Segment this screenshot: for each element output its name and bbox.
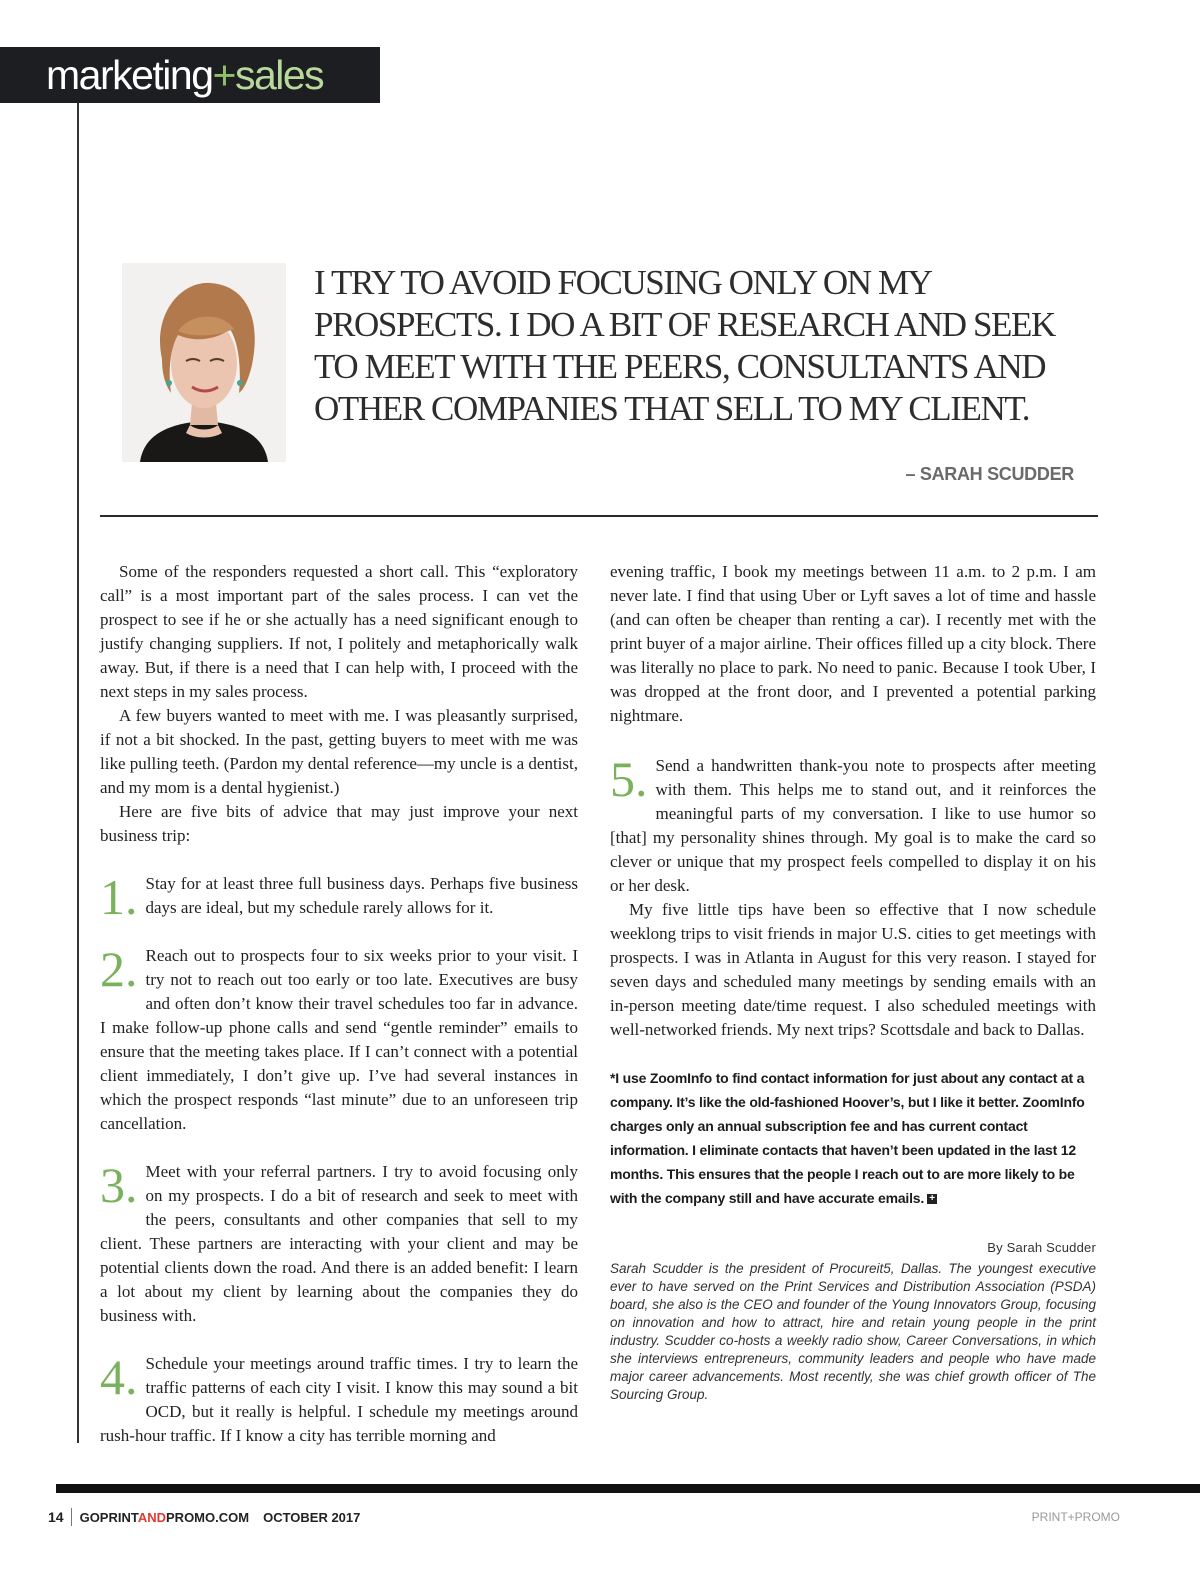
tip-text: Stay for at least three full business days. Perhaps five business days are ideal, but my schedule rarely allows for it. xyxy=(145,874,578,917)
footer-folio xyxy=(48,1508,360,1526)
tip-text: Send a handwritten thank-you note to prospects after meeting with them. This helps me to stand out, and it reinforces the meaningful parts of my conversation. I like to use humor so [that] my personality shines through. My goal is to make the card so clever or unique that my prospect feels compelled to display it on his or her desk. xyxy=(610,756,1096,895)
byline: By Sarah Scudder xyxy=(987,1240,1096,1255)
tip-number: 1. xyxy=(100,869,138,925)
footer-rule xyxy=(56,1484,1200,1493)
margin-rule xyxy=(77,103,79,1443)
tip-4-continuation: evening traffic, I book my meetings between 11 a.m. to 2 p.m. I am never late. I find that using Uber or Lyft saves a lot of time and hassle (and can often be cheaper than renting a car). I recently met with the print buyer of a major airline. Their offices filled up a city block. There was literally no place to park. No need to panic. Because I took Uber, I was dropped at the front door, and I prevented a potential parking nightmare. xyxy=(610,562,1096,725)
page-number: 14 xyxy=(48,1509,64,1525)
note-text: *I use ZoomInfo to find contact information for just about any contact at a company. It’s like the old-fashioned Hoover’s, but I like it better. ZoomInfo charges only an annual subscription fee and has current contact information. I eliminate contacts that haven’t been updated in the last 12 months. This ensures that the people I reach out to are more likely to be with the company still and have accurate emails. xyxy=(610,1070,1085,1206)
section-divider xyxy=(100,515,1098,517)
folio-separator xyxy=(71,1508,72,1526)
article-column-right xyxy=(610,560,1096,1404)
tip-number: 5. xyxy=(610,751,648,807)
tip-text: Schedule your meetings around traffic times. I try to learn the traffic patterns of each city I visit. I know this may sound a bit OCD, but it really is helpful. I schedule my meetings around rush-hour traffic. If I know a city has terrible morning and xyxy=(100,1354,578,1445)
intro-paragraph-1: Some of the responders requested a short call. This “exploratory call” is a most important part of the sales process. I can vet the prospect to see if he or she actually has a need significant enough to justify changing suppliers. If not, I politely and metaphorically walk away. But, if there is a need that I can help with, I proceed with the next steps in my sales process. xyxy=(100,562,578,701)
tip-3 xyxy=(100,1157,578,1328)
section-tag-plus: + xyxy=(212,52,235,98)
magazine-name: PRINT+PROMO xyxy=(1031,1510,1120,1524)
author-portrait-image xyxy=(122,263,286,462)
author-photo xyxy=(122,263,286,462)
tip-number: 3. xyxy=(100,1157,138,1213)
tip-5 xyxy=(610,751,1096,898)
tip-number: 4. xyxy=(100,1349,138,1405)
section-tag-sales: sales xyxy=(234,52,324,98)
section-tag-marketing: marketing xyxy=(46,52,213,98)
tip-4 xyxy=(100,1349,578,1448)
zoominfo-note xyxy=(610,1066,1096,1210)
author-bio: Sarah Scudder is the president of Procureit5, Dallas. The youngest executive ever to have served on the Print Services and Distribution Association (PSDA) board, she also is the CEO and founder of the Young Innovators Group, focusing on innovation and how to attract, hire and retain young people in the print industry. Scudder co-hosts a weekly radio show, Career Conversations, in which she interviews entrepreneurs, community leaders and people who have made major career advancements. Most recently, she was chief growth officer of The Sourcing Group. xyxy=(610,1261,1096,1402)
issue-date: OCTOBER 2017 xyxy=(263,1510,361,1525)
site-name-part-1: GOPRINT xyxy=(79,1510,138,1525)
tip-text: Meet with your referral partners. I try to avoid focusing only on my prospects. I do a bit of research and seek to meet with the peers, consultants and other companies that sell to my client. These partners are interacting with your client and may be potential clients down the road. And there is an added benefit: I learn a lot about my client by learning about the companies they do business with. xyxy=(100,1162,578,1325)
article-column-left xyxy=(100,560,578,1448)
tip-1 xyxy=(100,869,578,925)
closing-paragraph: My five little tips have been so effective that I now schedule weeklong trips to visit friends in major U.S. cities to get meetings with prospects. I was in Atlanta in August for this very reason. I stayed for seven days and scheduled many meetings by sending emails with an in-person meeting date/time request. I also scheduled meetings with well-networked friends. My next trips? Scottsdale and back to Dallas. xyxy=(610,900,1096,1039)
end-mark-icon: + xyxy=(927,1194,937,1204)
tip-2 xyxy=(100,941,578,1136)
site-name-part-3: PROMO.COM xyxy=(166,1510,250,1525)
intro-paragraph-3: Here are five bits of advice that may just improve your next business trip: xyxy=(100,802,578,845)
pull-quote-attribution: – SARAH SCUDDER xyxy=(905,464,1074,484)
intro-paragraph-2: A few buyers wanted to meet with me. I was pleasantly surprised, if not a bit shocked. In the past, getting buyers to meet with me was like pulling teeth. (Pardon my dental reference—my uncle is a dentist, and my mom is a dental hygienist.) xyxy=(100,706,578,797)
section-tag xyxy=(0,47,380,103)
tip-text: Reach out to prospects four to six weeks prior to your visit. I try not to reach out too early or too late. Executives are busy and often don’t know their travel schedules too far in advance. I make follow-up phone calls and send “gentle reminder” emails to ensure that the meeting takes place. If I can’t connect with a potential client immediately, I don’t give up. I’ve had several instances in which the prospect responds “last minute” due to an unforeseen trip cancellation. xyxy=(100,946,578,1133)
site-name-part-2: AND xyxy=(137,1510,167,1525)
pull-quote: I TRY TO AVOID FOCUSING ONLY ON MY PROSPECTS. I DO A BIT OF RESEARCH AND SEEK TO MEET WITH THE PEERS, CONSULTANTS AND OTHER COMPANIES THAT SELL TO MY CLIENT. xyxy=(314,263,1055,428)
tip-number: 2. xyxy=(100,941,138,997)
